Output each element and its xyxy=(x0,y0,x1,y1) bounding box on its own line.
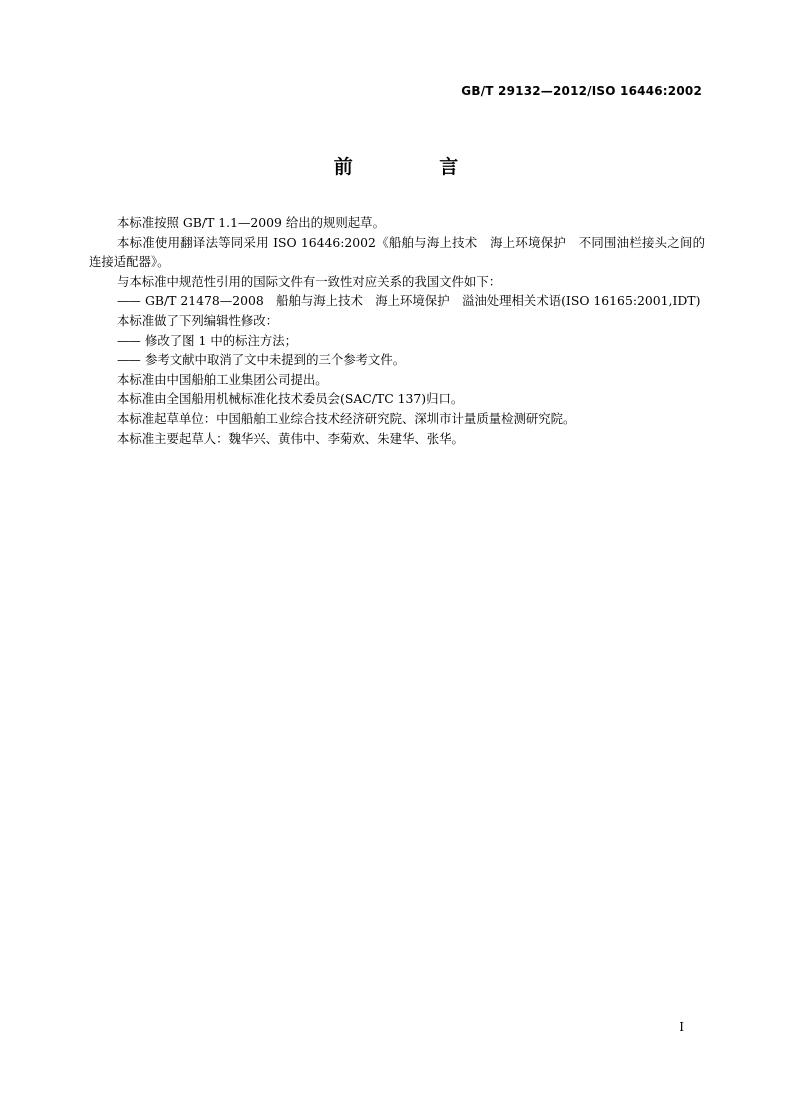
list-item-text: 参考文献中取消了文中未提到的三个参考文件。 xyxy=(145,352,406,368)
list-item-editorial-change xyxy=(89,331,705,351)
paragraph-editorial-changes: 本标准做了下列编辑性修改： xyxy=(117,312,279,328)
dash-marker: —— xyxy=(117,332,140,348)
foreword-content xyxy=(89,213,705,448)
paragraph-drafting-organizations: 本标准起草单位：中国船舶工业综合技术经济研究院、深圳市计量质量检测研究院。 xyxy=(117,410,576,426)
standard-number-header: GB/T 29132—2012/ISO 16446:2002 xyxy=(461,84,702,98)
paragraph-drafters: 本标准主要起草人：魏华兴、黄伟中、李菊欢、朱建华、张华。 xyxy=(117,430,464,446)
page-number: I xyxy=(679,1020,684,1034)
list-item-corresponding-document xyxy=(89,291,705,311)
list-item-editorial-change xyxy=(89,350,705,370)
dash-marker: —— xyxy=(117,293,140,309)
page-title: 前 言 xyxy=(333,156,499,178)
list-item-text: GB/T 21478—2008 船舶与海上技术 海上环境保护 溢油处理相关术语(ISO 16165:2001,IDT) xyxy=(145,293,701,309)
paragraph-adoption: 本标准使用翻译法等同采用 ISO 16446:2002《船舶与海上技术 海上环境保护 不同围油栏接头之间的连接适配器》。 xyxy=(89,234,705,270)
paragraph-corresponding-documents: 与本标准中规范性引用的国际文件有一致性对应关系的我国文件如下： xyxy=(117,273,502,289)
list-item-text: 修改了图 1 中的标注方法； xyxy=(145,332,298,348)
paragraph-drafting-rules: 本标准按照 GB/T 1.1—2009 给出的规则起草。 xyxy=(117,215,385,230)
paragraph-under-jurisdiction: 本标准由全国船用机械标准化技术委员会(SAC/TC 137)归口。 xyxy=(117,391,464,407)
dash-marker: —— xyxy=(117,352,140,368)
paragraph-proposed-by: 本标准由中国船舶工业集团公司提出。 xyxy=(117,371,328,387)
